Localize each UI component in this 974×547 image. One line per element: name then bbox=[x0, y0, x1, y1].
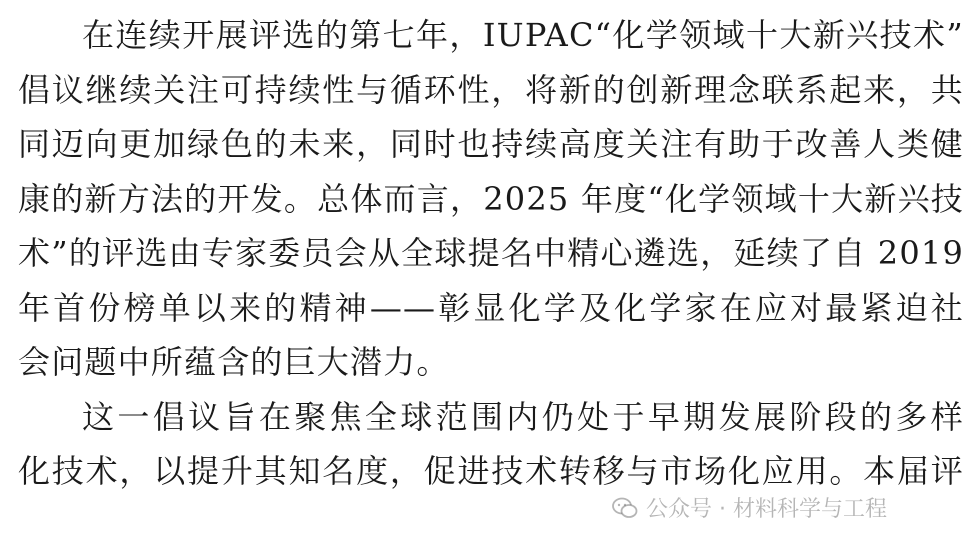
text-line: 康的新方法的开发。总体而言，2025 年度“化学领域十大新兴技 bbox=[18, 179, 964, 218]
text-line: 年首份榜单以来的精神——彰显化学及化学家在应对最紧迫社 bbox=[18, 288, 964, 327]
text-line: 化技术，以提升其知名度，促进技术转移与市场化应用。本届评 bbox=[18, 452, 964, 490]
watermark-text: 公众号 · 材料科学与工程 bbox=[646, 497, 887, 522]
text-line: 会问题中所蕴含的巨大潜力。 bbox=[18, 343, 450, 381]
text-line: 在连续开展评选的第七年，IUPAC“化学领域十大新兴技术” bbox=[82, 16, 964, 54]
text-line: 术”的评选由专家委员会从全球提名中精心遴选，延续了自 2019 bbox=[18, 234, 964, 272]
paragraph-1 bbox=[18, 8, 964, 390]
paragraph-2 bbox=[18, 390, 964, 499]
wechat-icon bbox=[612, 497, 638, 519]
text-line: 同迈向更加绿色的未来，同时也持续高度关注有助于改善人类健 bbox=[18, 125, 964, 163]
text-line: 这一倡议旨在聚焦全球范围内仍处于早期发展阶段的多样 bbox=[82, 397, 964, 436]
text-line: 倡议继续关注可持续性与循环性，将新的创新理念联系起来，共 bbox=[18, 70, 964, 109]
